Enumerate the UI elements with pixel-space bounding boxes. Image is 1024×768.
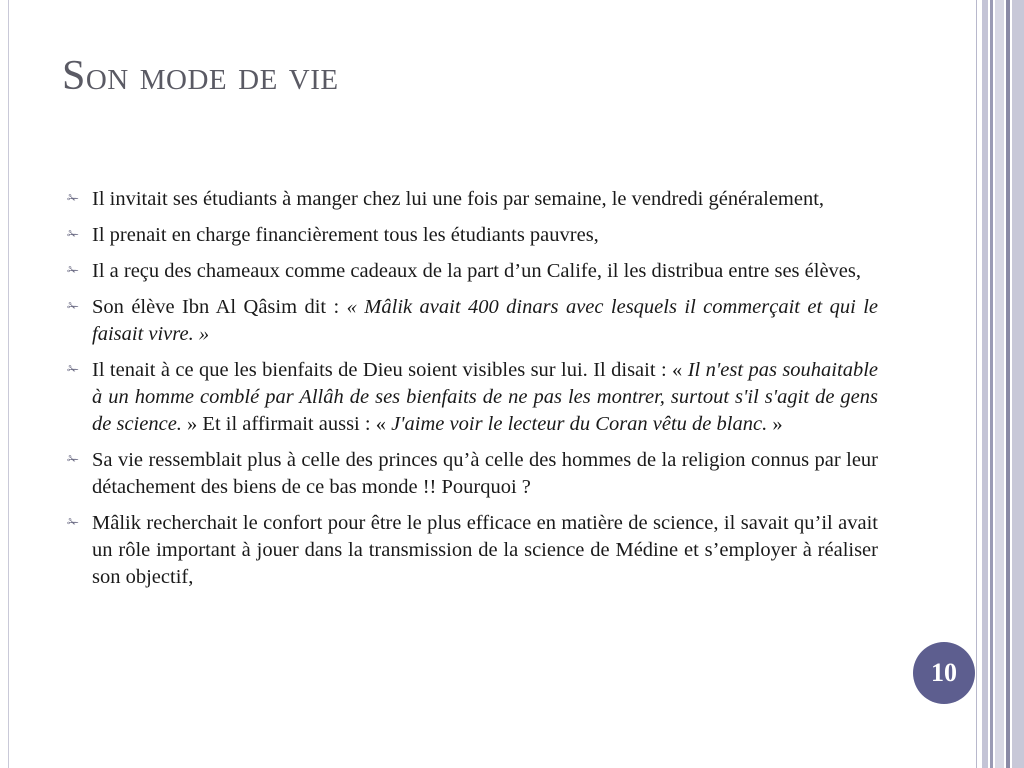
bullet-text — [92, 359, 878, 435]
page-number-badge: 10 — [913, 642, 975, 704]
slide-title: Son mode de vie — [62, 53, 339, 99]
bullet-text-run: Il tenait à ce que les bienfaits de Dieu soient visibles sur lui. Il disait : « — [92, 359, 688, 381]
bullet-text — [92, 449, 878, 498]
scissors-icon: ✁ — [67, 516, 79, 531]
decor-bar — [1006, 0, 1010, 768]
scissors-icon: ✁ — [67, 228, 79, 243]
bullet-item — [62, 222, 878, 249]
bullet-item — [62, 294, 878, 348]
bullet-item — [62, 510, 878, 591]
decor-bar — [982, 0, 988, 768]
bullet-text — [92, 512, 878, 588]
bullet-text — [92, 224, 599, 246]
bullet-text-run: » — [767, 413, 783, 435]
bullet-item — [62, 258, 878, 285]
decor-bar — [976, 0, 977, 768]
scissors-icon: ✁ — [67, 363, 79, 378]
scissors-icon: ✁ — [67, 453, 79, 468]
scissors-icon: ✁ — [67, 264, 79, 279]
bullet-text-run: Il prenait en charge financièrement tous les étudiants pauvres, — [92, 224, 599, 246]
bullet-quote: Il n'est pas souhaitable à un homme comblé par Allâh de ses bienfaits de ne pas les montrer, surtout s'il s'agit de gens de science. — [92, 359, 878, 435]
decor-bar — [1012, 0, 1024, 768]
bullet-quote: « Mâlik avait 400 dinars avec lesquels il commerçait et qui le faisait vivre. » — [92, 296, 879, 345]
decor-bar — [995, 0, 1004, 768]
bullet-text-run: » Et il affirmait aussi : « — [181, 413, 392, 435]
bullet-text — [92, 188, 824, 210]
bullet-text-run: Sa vie ressemblait plus à celle des princes qu’à celle des hommes de la religion connus par leur détachement des biens de ce bas monde !! Pourquoi ? — [92, 449, 878, 498]
right-decorative-bars — [976, 0, 1024, 768]
bullet-text-run: Son élève Ibn Al Qâsim dit : — [92, 296, 347, 318]
bullet-list — [62, 186, 878, 600]
bullet-quote: J'aime voir le lecteur du Coran vêtu de blanc. — [391, 413, 768, 435]
bullet-text-run: Il a reçu des chameaux comme cadeaux de la part d’un Calife, il les distribua entre ses élèves, — [92, 260, 862, 282]
bullet-text-run: Mâlik recherchait le confort pour être le plus efficace en matière de science, il savait qu’il avait un rôle important à jouer dans la transmission de la science de Médine et s’employer à réaliser son objectif, — [92, 512, 878, 588]
decor-bar — [990, 0, 993, 768]
bullet-text-run: Il invitait ses étudiants à manger chez lui une fois par semaine, le vendredi généralement, — [92, 188, 825, 210]
scissors-icon: ✁ — [67, 192, 79, 207]
left-frame-line — [8, 0, 9, 768]
bullet-text — [92, 296, 878, 345]
bullet-item — [62, 186, 878, 213]
bullet-text — [92, 260, 861, 282]
bullet-item — [62, 357, 878, 438]
bullet-item — [62, 447, 878, 501]
scissors-icon: ✁ — [67, 300, 79, 315]
